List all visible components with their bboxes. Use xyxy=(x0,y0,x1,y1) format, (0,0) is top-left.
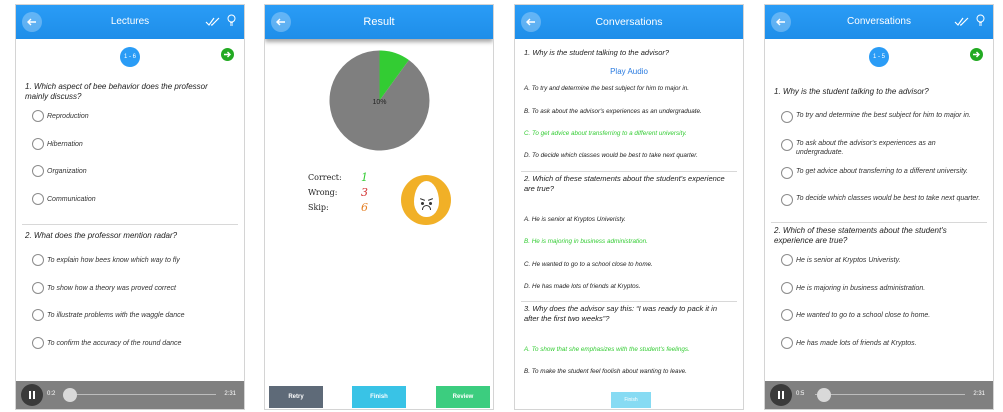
radio-button[interactable] xyxy=(32,337,44,349)
screen-title: Conversations xyxy=(847,16,911,27)
conversations-quiz-screen: Conversations 1 - 5 1. Why is the student talking to the advisor? To try and determine the best subject for him to major in. To ask about the advisor's experiences as an undergraduate. To get advice about transferring to a different university. To decide which classes would be best to take next quarter. 2. Which of these statements about the student's experience are true? He is senior at Kryptos Univeristy. He is majoring in business administration. He wanted to go to a school close to home. He has made lots of friends at Kryptos. 0:5 2:31 xyxy=(764,4,994,410)
answer-option-correct: C. To get advice about transferring to a different university. xyxy=(524,130,687,137)
finish-button[interactable]: Finish xyxy=(611,392,651,408)
check-all-icon[interactable] xyxy=(954,14,969,32)
divider xyxy=(22,224,238,225)
current-time: 0:5 xyxy=(796,391,805,397)
radio-button[interactable] xyxy=(781,111,793,123)
radio-button[interactable] xyxy=(32,165,44,177)
top-bar xyxy=(515,5,743,39)
top-bar xyxy=(265,5,493,39)
radio-button[interactable] xyxy=(32,110,44,122)
total-time: 2:31 xyxy=(224,391,236,397)
play-audio-link[interactable]: Play Audio xyxy=(610,67,648,76)
radio-button[interactable] xyxy=(781,254,793,266)
arrow-right-icon xyxy=(223,50,232,59)
radio-button[interactable] xyxy=(781,282,793,294)
answer-option: D. To decide which classes would be best to take next quarter. xyxy=(524,152,698,159)
seek-track[interactable] xyxy=(815,394,965,395)
radio-button[interactable] xyxy=(32,282,44,294)
lectures-screen: Lectures 1 - 6 1. Which aspect of bee behavior does the professor mainly discuss? Reproduction Hibernation Organization Communication 2. What does the professor mention radar? To explain how bees know which way to fly To show how a theory was proved correct To illustrate problems with the waggle dance To confirm the accuracy of the round dance 0:2 2:31 xyxy=(15,4,245,410)
divider xyxy=(771,222,987,223)
top-bar xyxy=(765,5,993,39)
radio-button[interactable] xyxy=(32,309,44,321)
question-text: 2. What does the professor mention radar? xyxy=(25,231,178,240)
result-screen: Result 10% Correct: 1 Wrong: 3 Skip: 6 Retry Finish Review xyxy=(264,4,494,410)
page-indicator: 1 - 6 xyxy=(120,47,140,67)
skip-count: 6 xyxy=(361,201,368,214)
radio-button[interactable] xyxy=(781,337,793,349)
correct-count: 1 xyxy=(361,171,368,184)
answer-option: A. To try and determine the best subject for him to major in. xyxy=(524,85,689,92)
audio-player xyxy=(16,381,244,409)
lightbulb-icon[interactable] xyxy=(227,14,236,32)
screen-title: Lectures xyxy=(110,16,150,27)
answer-option: B. To make the student feel foolish about wanting to leave. xyxy=(524,368,687,375)
seek-track[interactable] xyxy=(66,394,216,395)
divider xyxy=(521,301,737,302)
retry-button[interactable]: Retry xyxy=(269,386,323,408)
screen-title: Result xyxy=(363,16,395,28)
radio-button[interactable] xyxy=(781,139,793,151)
pause-button[interactable] xyxy=(21,384,43,406)
question-text: 2. Which of these statements about the student's experience are true? xyxy=(774,226,947,245)
conversations-review-screen xyxy=(514,4,744,410)
radio-button[interactable] xyxy=(32,254,44,266)
total-time: 2:31 xyxy=(973,391,985,397)
top-bar xyxy=(16,5,244,39)
lightbulb-icon[interactable] xyxy=(976,14,985,32)
sad-egg-icon xyxy=(401,175,451,225)
question-text: 1. Why is the student talking to the advisor? xyxy=(524,48,670,57)
arrow-right-icon xyxy=(972,50,981,59)
answer-option-correct: A. To show that she emphasizes with the student's feelings. xyxy=(524,346,690,353)
question-text: 1. Why is the student talking to the advisor? xyxy=(774,87,929,96)
radio-button[interactable] xyxy=(781,167,793,179)
radio-button[interactable] xyxy=(32,193,44,205)
check-all-icon[interactable] xyxy=(205,14,220,32)
next-button[interactable] xyxy=(970,48,983,61)
seek-thumb[interactable] xyxy=(817,388,831,402)
page-indicator: 1 - 5 xyxy=(869,47,889,67)
divider xyxy=(521,171,737,172)
answer-option-correct: B. He is majoring in business administration. xyxy=(524,238,648,245)
radio-button[interactable] xyxy=(32,138,44,150)
pause-button[interactable] xyxy=(770,384,792,406)
answer-option: B. To ask about the advisor's experiences as an undergraduate. xyxy=(524,108,702,115)
finish-button[interactable]: Finish xyxy=(352,386,406,408)
seek-thumb[interactable] xyxy=(63,388,77,402)
question-text: 2. Which of these statements about the student's experience are true? xyxy=(524,174,725,193)
answer-option: A. He is senior at Kryptos Univeristy. xyxy=(524,216,626,223)
question-text: 1. Which aspect of bee behavior does the professor mainly discuss? xyxy=(25,82,208,101)
pie-center-label: 10% xyxy=(372,99,387,106)
score-pie-chart xyxy=(329,50,430,156)
screen-title: Conversations xyxy=(595,16,663,28)
radio-button[interactable] xyxy=(781,309,793,321)
wrong-count: 3 xyxy=(361,186,368,199)
review-button[interactable]: Review xyxy=(436,386,490,408)
question-text: 3. Why does the advisor say this: “I was ready to pack it in after the first two weeks”? xyxy=(524,304,718,323)
current-time: 0:2 xyxy=(47,391,56,397)
next-button[interactable] xyxy=(221,48,234,61)
radio-button[interactable] xyxy=(781,194,793,206)
answer-option: D. He has made lots of friends at Kryptos. xyxy=(524,283,641,290)
audio-player xyxy=(765,381,993,409)
answer-option: C. He wanted to go to a school close to home. xyxy=(524,261,653,268)
